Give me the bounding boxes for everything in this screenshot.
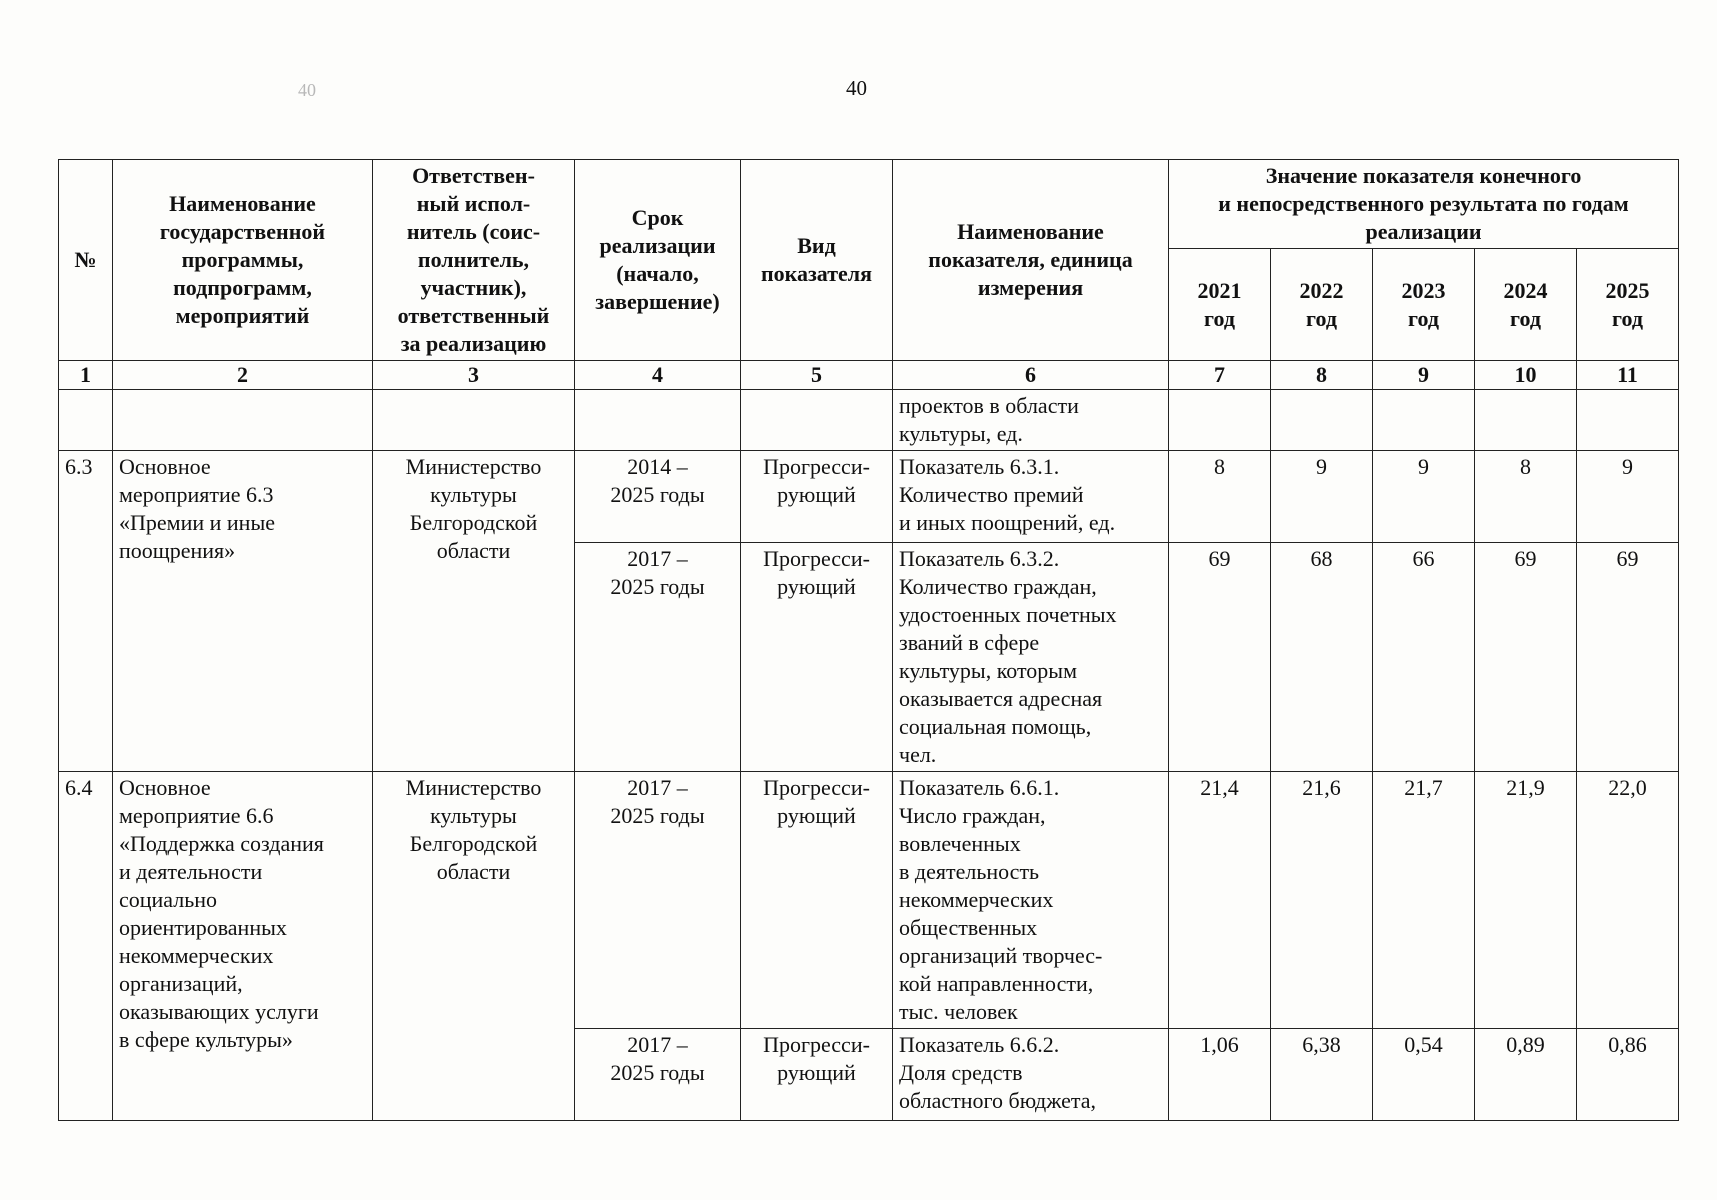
header-num: № [59, 160, 113, 361]
header-year-2022: 2022 год [1271, 249, 1373, 361]
value-2025: 9 [1577, 451, 1679, 543]
value-2022: 21,6 [1271, 772, 1373, 1029]
header-year-2021: 2021 год [1169, 249, 1271, 361]
empty-cell [1169, 390, 1271, 451]
header-values-group: Значение показателя конечного и непосредственного результата по годам реализации [1169, 160, 1679, 249]
value-2025: 22,0 [1577, 772, 1679, 1029]
page-stamp: 40 [298, 80, 316, 100]
indicator-name-cell: Показатель 6.3.1. Количество премий и иных поощрений, ед. [893, 451, 1169, 543]
value-2023: 9 [1373, 451, 1475, 543]
column-number: 1 [59, 361, 113, 390]
page-number: 40 [846, 76, 867, 100]
table-row [59, 451, 1679, 543]
empty-cell [741, 390, 893, 451]
value-2024: 0,89 [1475, 1029, 1577, 1121]
header-year-2023: 2023 год [1373, 249, 1475, 361]
executor-cell: Министерство культуры Белгородской области [373, 772, 575, 1121]
indicator-kind-cell: Прогресси- рующий [741, 451, 893, 543]
indicators-table [58, 159, 1679, 1121]
header-row-1 [59, 160, 1679, 249]
header-executor: Ответствен- ный испол- нитель (соис- полнитель, участник), ответственный за реализацию [373, 160, 575, 361]
value-2024: 21,9 [1475, 772, 1577, 1029]
indicator-name-cell: Показатель 6.6.2. Доля средств областного бюджета, [893, 1029, 1169, 1121]
header-year-2025: 2025 год [1577, 249, 1679, 361]
value-2023: 0,54 [1373, 1029, 1475, 1121]
executor-cell: Министерство культуры Белгородской области [373, 451, 575, 772]
value-2023: 66 [1373, 543, 1475, 772]
empty-cell [1475, 390, 1577, 451]
value-2022: 6,38 [1271, 1029, 1373, 1121]
column-numbers-row [59, 361, 1679, 390]
event-name-cell: Основное мероприятие 6.6 «Поддержка создания и деятельности социально ориентированных некоммерческих организаций, оказывающих услуги в сфере культуры» [113, 772, 373, 1121]
term-cell: 2017 – 2025 годы [575, 772, 741, 1029]
empty-cell [575, 390, 741, 451]
indicator-name-cell: Показатель 6.6.1. Число граждан, вовлеченных в деятельность некоммерческих общественных организаций творчес- кой направленности, тыс. человек [893, 772, 1169, 1029]
value-2023: 21,7 [1373, 772, 1475, 1029]
row-number: 6.3 [59, 451, 113, 772]
empty-cell [59, 390, 113, 451]
value-2025: 0,86 [1577, 1029, 1679, 1121]
value-2024: 69 [1475, 543, 1577, 772]
header-term: Срок реализации (начало, завершение) [575, 160, 741, 361]
indicator-name-cell: проектов в области культуры, ед. [893, 390, 1169, 451]
indicator-name-cell: Показатель 6.3.2. Количество граждан, удостоенных почетных званий в сфере культуры, которым оказывается адресная социальная помощь, чел. [893, 543, 1169, 772]
term-cell: 2014 – 2025 годы [575, 451, 741, 543]
value-2021: 1,06 [1169, 1029, 1271, 1121]
value-2021: 21,4 [1169, 772, 1271, 1029]
empty-cell [1577, 390, 1679, 451]
table-row [59, 772, 1679, 1029]
empty-cell [1271, 390, 1373, 451]
term-cell: 2017 – 2025 годы [575, 543, 741, 772]
value-2021: 8 [1169, 451, 1271, 543]
continuation-row [59, 390, 1679, 451]
column-number: 6 [893, 361, 1169, 390]
value-2022: 68 [1271, 543, 1373, 772]
indicator-kind-cell: Прогресси- рующий [741, 543, 893, 772]
column-number: 8 [1271, 361, 1373, 390]
column-number: 7 [1169, 361, 1271, 390]
term-cell: 2017 – 2025 годы [575, 1029, 741, 1121]
value-2022: 9 [1271, 451, 1373, 543]
value-2025: 69 [1577, 543, 1679, 772]
value-2021: 69 [1169, 543, 1271, 772]
value-2024: 8 [1475, 451, 1577, 543]
empty-cell [373, 390, 575, 451]
column-number: 3 [373, 361, 575, 390]
event-name-cell: Основное мероприятие 6.3 «Премии и иные поощрения» [113, 451, 373, 772]
empty-cell [113, 390, 373, 451]
column-number: 9 [1373, 361, 1475, 390]
column-number: 5 [741, 361, 893, 390]
header-indicator-kind: Вид показателя [741, 160, 893, 361]
column-number: 4 [575, 361, 741, 390]
header-year-2024: 2024 год [1475, 249, 1577, 361]
column-number: 11 [1577, 361, 1679, 390]
header-indicator-name: Наименование показателя, единица измерения [893, 160, 1169, 361]
indicator-kind-cell: Прогресси- рующий [741, 772, 893, 1029]
indicator-kind-cell: Прогресси- рующий [741, 1029, 893, 1121]
header-program-name: Наименование государственной программы, подпрограмм, мероприятий [113, 160, 373, 361]
column-number: 10 [1475, 361, 1577, 390]
empty-cell [1373, 390, 1475, 451]
column-number: 2 [113, 361, 373, 390]
row-number: 6.4 [59, 772, 113, 1121]
